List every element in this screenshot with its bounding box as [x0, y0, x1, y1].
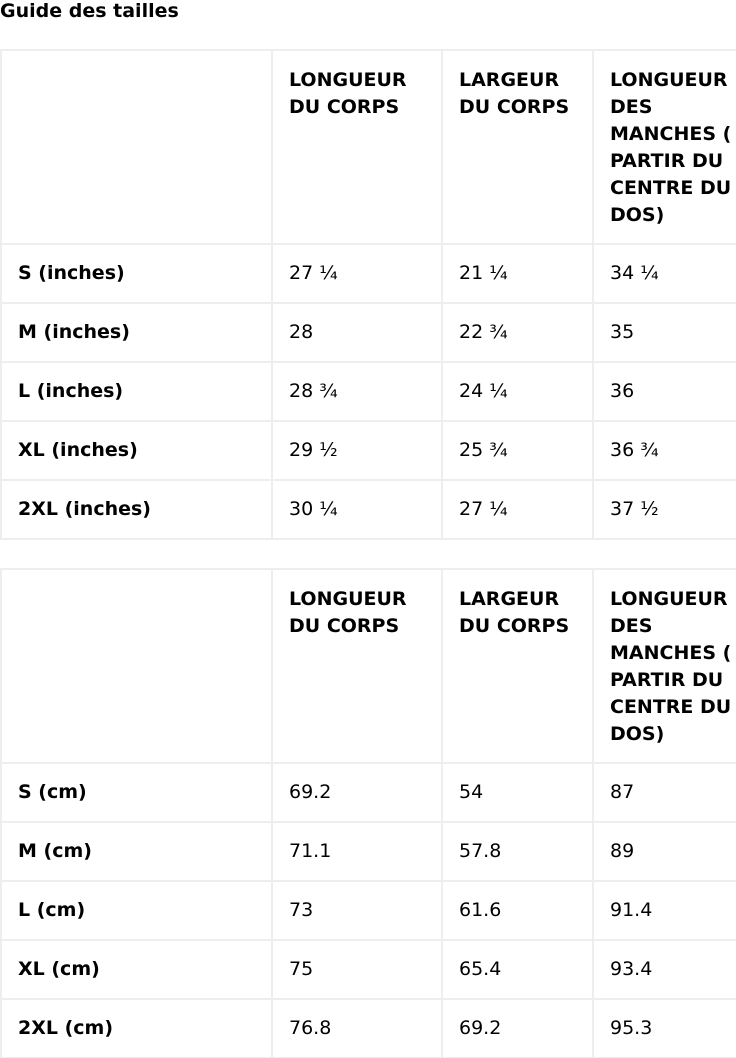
sleeve-length-value: 36 ¾: [593, 421, 736, 480]
header-cell-sleeve-length: [593, 50, 736, 244]
header-label: LONGUEUR DES MANCHES ( PARTIR DU CENTRE DU DOS): [610, 69, 732, 226]
sleeve-length-value: 95.3: [593, 999, 736, 1058]
table-header-row: [1, 50, 736, 244]
table-row: [1, 480, 736, 539]
sleeve-length-value: 87: [593, 763, 736, 822]
header-label: LONGUEUR DU CORPS: [289, 588, 407, 637]
body-length-value: 75: [272, 940, 442, 999]
sleeve-length-value: 35: [593, 303, 736, 362]
table-row: [1, 763, 736, 822]
body-width-value: 27 ¼: [442, 480, 593, 539]
page-title: Guide des tailles: [0, 0, 179, 22]
body-length-value: 28 ¾: [272, 362, 442, 421]
header-cell-body-width: [442, 50, 593, 244]
table-row: [1, 244, 736, 303]
table-row: [1, 303, 736, 362]
header-cell-size: [1, 569, 272, 763]
header-cell-body-width: [442, 569, 593, 763]
body-width-value: 57.8: [442, 822, 593, 881]
body-length-value: 28: [272, 303, 442, 362]
table-row: [1, 940, 736, 999]
table-row: [1, 421, 736, 480]
size-table-inches: [0, 49, 736, 540]
size-label: L (inches): [1, 362, 272, 421]
body-width-value: 65.4: [442, 940, 593, 999]
body-length-value: 29 ½: [272, 421, 442, 480]
header-cell-body-length: [272, 50, 442, 244]
body-length-value: 27 ¼: [272, 244, 442, 303]
size-label: XL (cm): [1, 940, 272, 999]
header-label: LONGUEUR DES MANCHES ( PARTIR DU CENTRE DU DOS): [610, 588, 732, 745]
header-cell-size: [1, 50, 272, 244]
table-row: [1, 822, 736, 881]
body-width-value: 69.2: [442, 999, 593, 1058]
size-label: XL (inches): [1, 421, 272, 480]
body-width-value: 24 ¼: [442, 362, 593, 421]
body-width-value: 61.6: [442, 881, 593, 940]
header-cell-sleeve-length: [593, 569, 736, 763]
table-row: [1, 362, 736, 421]
body-length-value: 71.1: [272, 822, 442, 881]
size-label: L (cm): [1, 881, 272, 940]
size-label: S (inches): [1, 244, 272, 303]
body-width-value: 25 ¾: [442, 421, 593, 480]
sleeve-length-value: 34 ¼: [593, 244, 736, 303]
sleeve-length-value: 93.4: [593, 940, 736, 999]
table-row: [1, 881, 736, 940]
body-length-value: 30 ¼: [272, 480, 442, 539]
header-label: LARGEUR DU CORPS: [459, 69, 570, 118]
header-label: LONGUEUR DU CORPS: [289, 69, 407, 118]
size-label: M (cm): [1, 822, 272, 881]
sleeve-length-value: 89: [593, 822, 736, 881]
table-row: [1, 999, 736, 1058]
body-width-value: 22 ¾: [442, 303, 593, 362]
size-table-cm: [0, 568, 736, 1058]
body-width-value: 54: [442, 763, 593, 822]
size-label: M (inches): [1, 303, 272, 362]
header-label: LARGEUR DU CORPS: [459, 588, 570, 637]
body-length-value: 73: [272, 881, 442, 940]
sleeve-length-value: 91.4: [593, 881, 736, 940]
table-header-row: [1, 569, 736, 763]
body-length-value: 69.2: [272, 763, 442, 822]
body-length-value: 76.8: [272, 999, 442, 1058]
body-width-value: 21 ¼: [442, 244, 593, 303]
sleeve-length-value: 36: [593, 362, 736, 421]
sleeve-length-value: 37 ½: [593, 480, 736, 539]
size-label: 2XL (cm): [1, 999, 272, 1058]
header-cell-body-length: [272, 569, 442, 763]
size-label: S (cm): [1, 763, 272, 822]
size-label: 2XL (inches): [1, 480, 272, 539]
